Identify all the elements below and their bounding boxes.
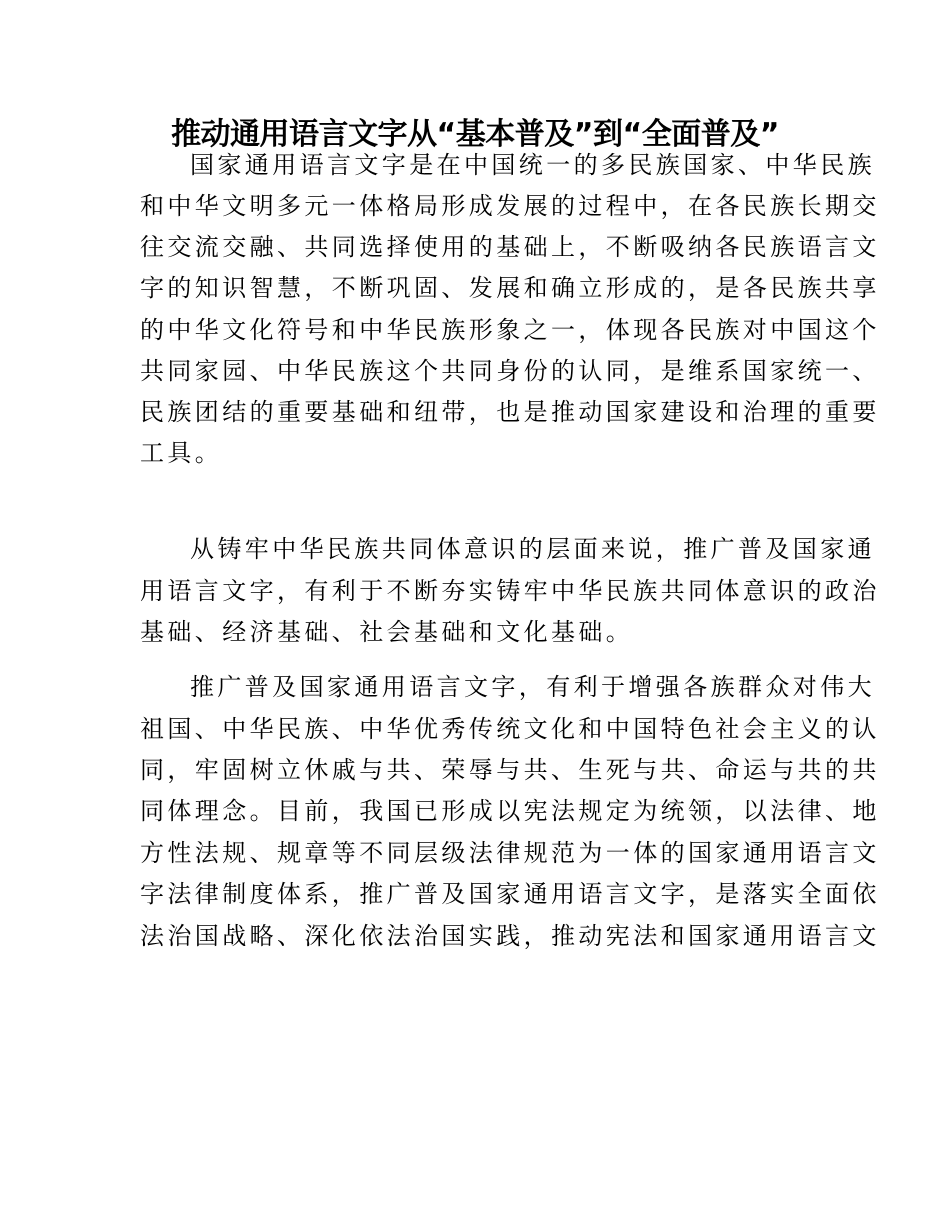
text-line: 同体理念。目前，我国已形成以宪法规定为统领，以法律、地 [140, 797, 880, 825]
text-line: 同，牢固树立休戚与共、荣辱与共、生死与共、命运与共的共 [140, 756, 880, 784]
text-line: 国家通用语言文字是在中国统一的多民族国家、中华民族 [190, 151, 875, 179]
text-line: 民族团结的重要基础和纽带，也是推动国家建设和治理的重要 [140, 398, 880, 426]
text-line: 祖国、中华民族、中华优秀传统文化和中国特色社会主义的认 [140, 715, 880, 743]
document-title: 推动通用语言文字从“基本普及”到“全面普及” [171, 117, 779, 152]
text-line: 的中华文化符号和中华民族形象之一，体现各民族对中国这个 [140, 316, 880, 344]
text-line: 基础、经济基础、社会基础和文化基础。 [140, 618, 634, 646]
text-line: 共同家园、中华民族这个共同身份的认同，是维系国家统一、 [140, 357, 880, 385]
text-line: 往交流交融、共同选择使用的基础上，不断吸纳各民族语言文 [140, 233, 880, 261]
text-line: 从铸牢中华民族共同体意识的层面来说，推广普及国家通 [190, 535, 875, 563]
text-line: 字的知识智慧，不断巩固、发展和确立形成的，是各民族共享 [140, 274, 880, 302]
text-line: 用语言文字，有利于不断夯实铸牢中华民族共同体意识的政治 [140, 577, 880, 605]
text-line: 推广普及国家通用语言文字，有利于增强各族群众对伟大 [190, 673, 875, 701]
text-line: 字法律制度体系，推广普及国家通用语言文字，是落实全面依 [140, 880, 880, 908]
text-line: 方性法规、规章等不同层级法律规范为一体的国家通用语言文 [140, 839, 880, 867]
text-line: 工具。 [140, 439, 223, 467]
text-line: 和中华文明多元一体格局形成发展的过程中，在各民族长期交 [140, 192, 880, 220]
text-line: 法治国战略、深化依法治国实践，推动宪法和国家通用语言文 [140, 922, 880, 950]
